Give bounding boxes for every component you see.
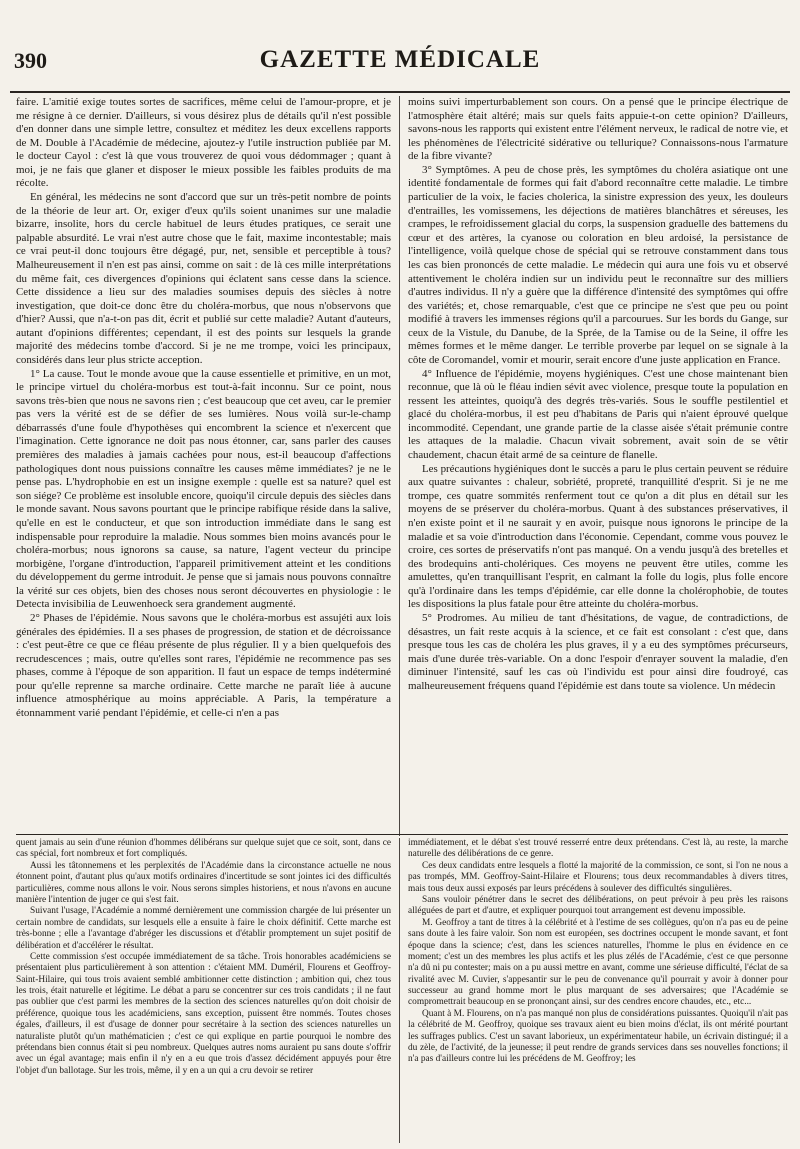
header-rule bbox=[10, 91, 790, 93]
page-header bbox=[10, 44, 790, 82]
paragraph: Aussi les tâtonnemens et les perplexités de l'Académie dans la circonstance actuelle ne nous étonnent point, d'autant plus qu'aux motifs ordinaires d'incertitude se sont jointes ici des difficultés particulières, comme nous allons le voir. Nous serons simples historiens, et nous n'avons en aucune manière l'intention de juger ce qui s'est fait. bbox=[16, 860, 391, 905]
paragraph: 5° Prodromes. Au milieu de tant d'hésitations, de vague, de contradictions, de désastres, un fait reste acquis à la science, et ce fait est consolant : c'est que, dans presque tous les cas de choléra les plus graves, il y a eu des symptômes précurseurs, mais d'une durée très-variable. On a donc l'espoir d'enrayer souvent la maladie, d'en diminuer l'intensité, sauf les cas où l'individu est pour ainsi dire foudroyé, cas malheureusement fréquens quand l'épidémie est dans toute sa violence. Un médecin bbox=[408, 611, 788, 692]
paragraph: En général, les médecins ne sont d'accord que sur un très-petit nombre de points de la théorie de leur art. Or, exiger d'eux qu'ils soient unanimes sur une maladie bizarre, insolite, hors du cercle habituel de leurs études pratiques, ce serait une palpable absurdité. Le vrai n'est autre chose que le fait, maxime incontestable; mais ce vrai peut-il donc toujours être dégagé, pur, net, sensible et perceptible à tous? Malheureusement il n'en est pas ainsi, comme on sait : de là ces mille interprétations du même fait, ces divergences d'opinions qui éclatent sans cesse dans la science. Cette dissidence a lieu sur des maladies soumises depuis des siècles à notre investigation, que doit-ce donc être du choléra-morbus, que nous n'observons que d'hier? Aussi, que n'a-t-on pas dit, écrit et publié sur cette maladie? Autant d'auteurs, autant d'opinions différentes; cependant, il est des points sur lesquels la grande majorité des médecins tombe d'accord. Si je ne me trompe, voici les principaux, considérés dans leur plus stricte acception. bbox=[16, 191, 391, 366]
page-number: 390 bbox=[14, 48, 47, 73]
column-divider bbox=[399, 838, 400, 1143]
feuilleton-column-left bbox=[16, 838, 391, 1143]
article-column-left bbox=[16, 96, 391, 836]
paragraph: M. Geoffroy a tant de titres à la célébrité et à l'estime de ses collègues, qu'on n'a pas eu de peine sans doute à les faire valoir. Son nom est européen, ses doctrines occupent le monde savant, et font époque dans la science; c'est, dans les sciences naturelles, l'homme le plus en évidence en ce moment; c'est un des membres les plus actifs et les plus zélés de l'Académie, c'est ce que personne n'a dû ni pu contester; mais on a pu aussi mettre en avant, comme une sérieuse difficulté, l'éclat de sa rivalité avec M. Cuvier, s'appesantir sur le peu de convenance qu'il pourrait y avoir à donner pour successeur au grand homme mort le plus marquant de ses adversaires; que l'Académie se compromettrait beaucoup en se prononçant ainsi, sur des cendres encore chaudes, etc., etc... bbox=[408, 917, 788, 1008]
section-rule bbox=[16, 834, 788, 835]
paragraph: moins suivi imperturbablement son cours. On a pensé que le principe électrique de l'atmosphère était altéré; mais sur quels faits appuie-t-on cette opinion? D'ailleurs, savons-nous les rapports qui existent entre l'élément nerveux, le radical de notre vie, et les phénomènes de l'électricité sidérative ou tellurique? Connaissons-nous l'armature de la fibre vivante? bbox=[408, 96, 788, 163]
paragraph: 2° Phases de l'épidémie. Nous savons que le choléra-morbus est assujéti aux lois générales des épidémies. Il a ses phases de progression, de station et de décroissance : c'est peut-être ce que ce fléau présente de plus régulier. Il y a bien quelquefois des recrudescences ; mais, outre qu'elles sont rares, l'épidémie ne recommence pas ses phases, comme à l'époque de son apparition. Il faut un espace de temps indéterminé pour qu'elle reprenne sa marche ordinaire. Cette marche ne paraît liée à aucune influence atmosphérique au moins appréciable. A Paris, la température a étonnamment varié pendant l'épidémie, et celle-ci n'en a pas bbox=[16, 611, 391, 720]
paragraph: Suivant l'usage, l'Académie a nommé dernièrement une commission chargée de lui présenter un certain nombre de candidats, sur lesquels elle a ensuite à faire le choix définitif. Cette marche est très-bonne ; elle a l'avantage d'abréger les discussions et d'établir promptement un sujet positif de délibération et d'accélérer le résultat. bbox=[16, 906, 391, 951]
paragraph: Quant à M. Flourens, on n'a pas manqué non plus de considérations puissantes. Quoiqu'il n'ait pas la célébrité de M. Geoffroy, quoique ses travaux aient eu bien moins d'éclat, ils ont mérité pourtant les suffrages publics. C'est un savant laborieux, un expérimentateur habile, un écrivain distingué; il a du zèle, de l'activité, de la jeunesse; il peut rendre de grands services dans ses nouvelles fonctions; il n'a pas d'ailleurs contre lui les précédens de M. Geoffroy; les bbox=[408, 1008, 788, 1065]
paragraph: faire. L'amitié exige toutes sortes de sacrifices, même celui de l'amour-propre, et je me résigne à ce dernier. D'ailleurs, si vous désirez plus de détails qu'il n'est possible d'en donner dans une simple lettre, consultez et méditez les deux excellens rapports de M. Double à l'Académie de médecine, ajoutez-y l'utile instruction publiée par M. le docteur Cayol : c'est là que vous trouverez de quoi vous dédommager ; quant à moi, je ne fais que glaner et disposer le mieux possible les faibles produits de ma récolte. bbox=[16, 96, 391, 190]
paragraph: immédiatement, et le débat s'est trouvé resserré entre deux prétendans. C'est là, au reste, la marche naturelle des délibérations de ce genre. bbox=[408, 838, 788, 860]
paragraph: Sans vouloir pénétrer dans le secret des délibérations, on peut prévoir à peu près les raisons alléguées de part et d'autre, et expliquer pourquoi tout arrangement est devenu impossible. bbox=[408, 894, 788, 917]
paragraph: 3° Symptômes. A peu de chose près, les symptômes du choléra asiatique ont une identité fondamentale de formes qui fait d'abord reconnaître cette maladie. Le timbre particulier de la voix, le facies cholerica, la sinistre expression des yeux, les douleurs d'entrailles, les vomissemens, les déjections de matières blanchâtres et séreuses, les crampes, le refroidissement glacial du corps, la suspension graduelle des battemens du cœur et des artères, la cyanose ou coloration en bleu ardoisé, la persistance de l'intelligence, voilà quelque chose de spécial qui se retrouve constamment dans tous les cas bien prononcés de cette maladie. Le médecin qui aura une fois vu et observé attentivement le choléra indien sur un individu peut le reconnaître sur des milliers d'autres individus. Il n'y a guère que la différence d'intensité des symptômes qui offre des variétés; et, chose remarquable, c'est que ce principe ne s'est que peu ou point modifié à travers les immenses régions qu'il a parcourues. Sur les bords du Gange, sur ceux de la Vistule, du Danube, de la Sprée, de la Tamise ou de la Seine, il offre les mêmes formes et le même danger. Le terrible proverbe par lequel on se signale à la côte de Coromandel, vomir et mourir, serait encore d'une juste application en France. bbox=[408, 163, 788, 366]
journal-title: GAZETTE MÉDICALE bbox=[259, 46, 541, 73]
column-divider bbox=[399, 96, 400, 836]
paragraph: 1° La cause. Tout le monde avoue que la cause essentielle et primitive, en un mot, le principe virtuel du choléra-morbus est tout-à-fait inconnu. Sur ce point, nous savons très-bien que nous ne savons rien ; c'est beaucoup que cet aveu, car le premier pas vers la vérité est de se défier de ses lumières. Nous voilà sur-le-champ débarrassés d'une foule d'hypothèses qui encombrent la science et n'exercent que l'imagination. Cette ignorance ne doit pas nous étonner, car, sans parler des causes premières des maladies à jamais cachées pour nous, est-il beaucoup d'affections pathologiques dont nous puissions connaître les causes même immédiates? je ne le pense pas. L'hydrophobie en est un insigne exemple : quelle est sa nature? quel est son siége? Ce problème est insoluble encore, quoiqu'il circule depuis des siècles dans le monde savant. Nous savons pourtant que le principe rabifique réside dans la salive, qu'elle en est le conducteur, et que son introduction immédiate dans le sang est indispensable pour reproduire la maladie. Nous sommes bien moins avancés pour le choléra-morbus; nous ignorons sa cause, sa nature, l'agent vecteur du principe morbigène, l'organe d'introduction, l'appareil primitivement atteint et les conditions du développement du germe introduit. Je pense que si jamais nous pouvons connaître la vérité sur ces objets, bien des choses nous seront découvertes en physiologie : le Detecta invisibilia de Leuwenhoeck sera grandement augmenté. bbox=[16, 367, 391, 611]
feuilleton-column-right bbox=[408, 838, 788, 1143]
paragraph: Les précautions hygiéniques dont le succès a paru le plus certain peuvent se réduire aux quatre suivantes : chaleur, sobriété, propreté, tranquillité d'esprit. Si je ne me trompe, ces quatre sommités renferment tout ce qu'on a dit plus en détail sur les moyens de se préserver du choléra-morbus. Quant à des substances préservatives, il n'en existe point et il ne saurait y en avoir, puisque nous ignorons le principe de la maladie et sa voie d'introduction dans l'économie. Cependant, comme vous pouvez le croire, ces sortes de préservatifs n'ont pas manqué. On a vendu jusqu'à des bretelles et des brodequins anti-cholériques. Ces moyens ne peuvent être utiles, comme les amulettes, qu'en tranquillisant l'esprit, en calmant la folle du logis, plus folle encore qu'à l'ordinaire dans les temps d'épidémie, car elle donne la cholérophobie, de toutes les dispositions la plus fatale pour être atteinte du choléra-morbus. bbox=[408, 462, 788, 611]
paragraph: 4° Influence de l'épidémie, moyens hygiéniques. C'est une chose maintenant bien reconnue, que là où le fléau indien sévit avec violence, presque toute la population en ressent les atteintes, quoiqu'à des degrés très-variés. Sous le souffle pestilentiel et glacé du choléra-morbus, il est peu d'habitans de Paris qui n'aient éprouvé quelque incommodité. Cependant, une grande partie de la classe aisée s'était prémunie contre les attaques de la maladie. Chacun vivait sobrement, avait soin de se vêtir chaudement, chacun était armé de sa ceinture de flanelle. bbox=[408, 367, 788, 462]
paragraph: Cette commission s'est occupée immédiatement de sa tâche. Trois honorables académiciens se présentaient plus particulièrement à son attention : c'étaient MM. Duméril, Flourens et Geoffroy-Saint-Hilaire, qui tous trois avaient semblé ambitionner cette distinction ; ambition qui, chez tous les trois, était naturelle et légitime. Le débat a paru se concentrer sur ces trois candidats ; il ne faut pas oublier que c'est parmi les membres de la section des sciences naturelles qu'on doit choisir de préférence, quoique tous les académiciens, sans exception, puissent être nommés. Toutes choses égales, d'ailleurs, il est d'usage de donner pour secrétaire à la section des sciences naturelles un naturaliste plutôt qu'un mathématicien ; c'est ce qui explique en partie pourquoi le nombre des prétendans bien connus était si peu nombreux. Quelques autres noms auraient pu sans doute s'offrir avec un égal avantage; mais enfin il n'y en a eu que trois d'assez décidément appuyés pour être l'objet d'un ballotage. Sur les trois, même, il y en a un qui a cru devoir se retirer bbox=[16, 951, 391, 1076]
paragraph: quent jamais au sein d'une réunion d'hommes délibérans sur quelque sujet que ce soit, sont, dans ce cas spécial, fort nombreux et fort compliqués. bbox=[16, 838, 391, 860]
paragraph: Ces deux candidats entre lesquels a flotté la majorité de la commission, ce sont, si l'on ne nous a pas trompés, MM. Geoffroy-Saint-Hilaire et Flourens; tous deux recommandables à divers titres, mais tous deux aussi exposés par leurs précédens à soulever des difficultés singulières. bbox=[408, 860, 788, 894]
article-column-right bbox=[408, 96, 788, 836]
